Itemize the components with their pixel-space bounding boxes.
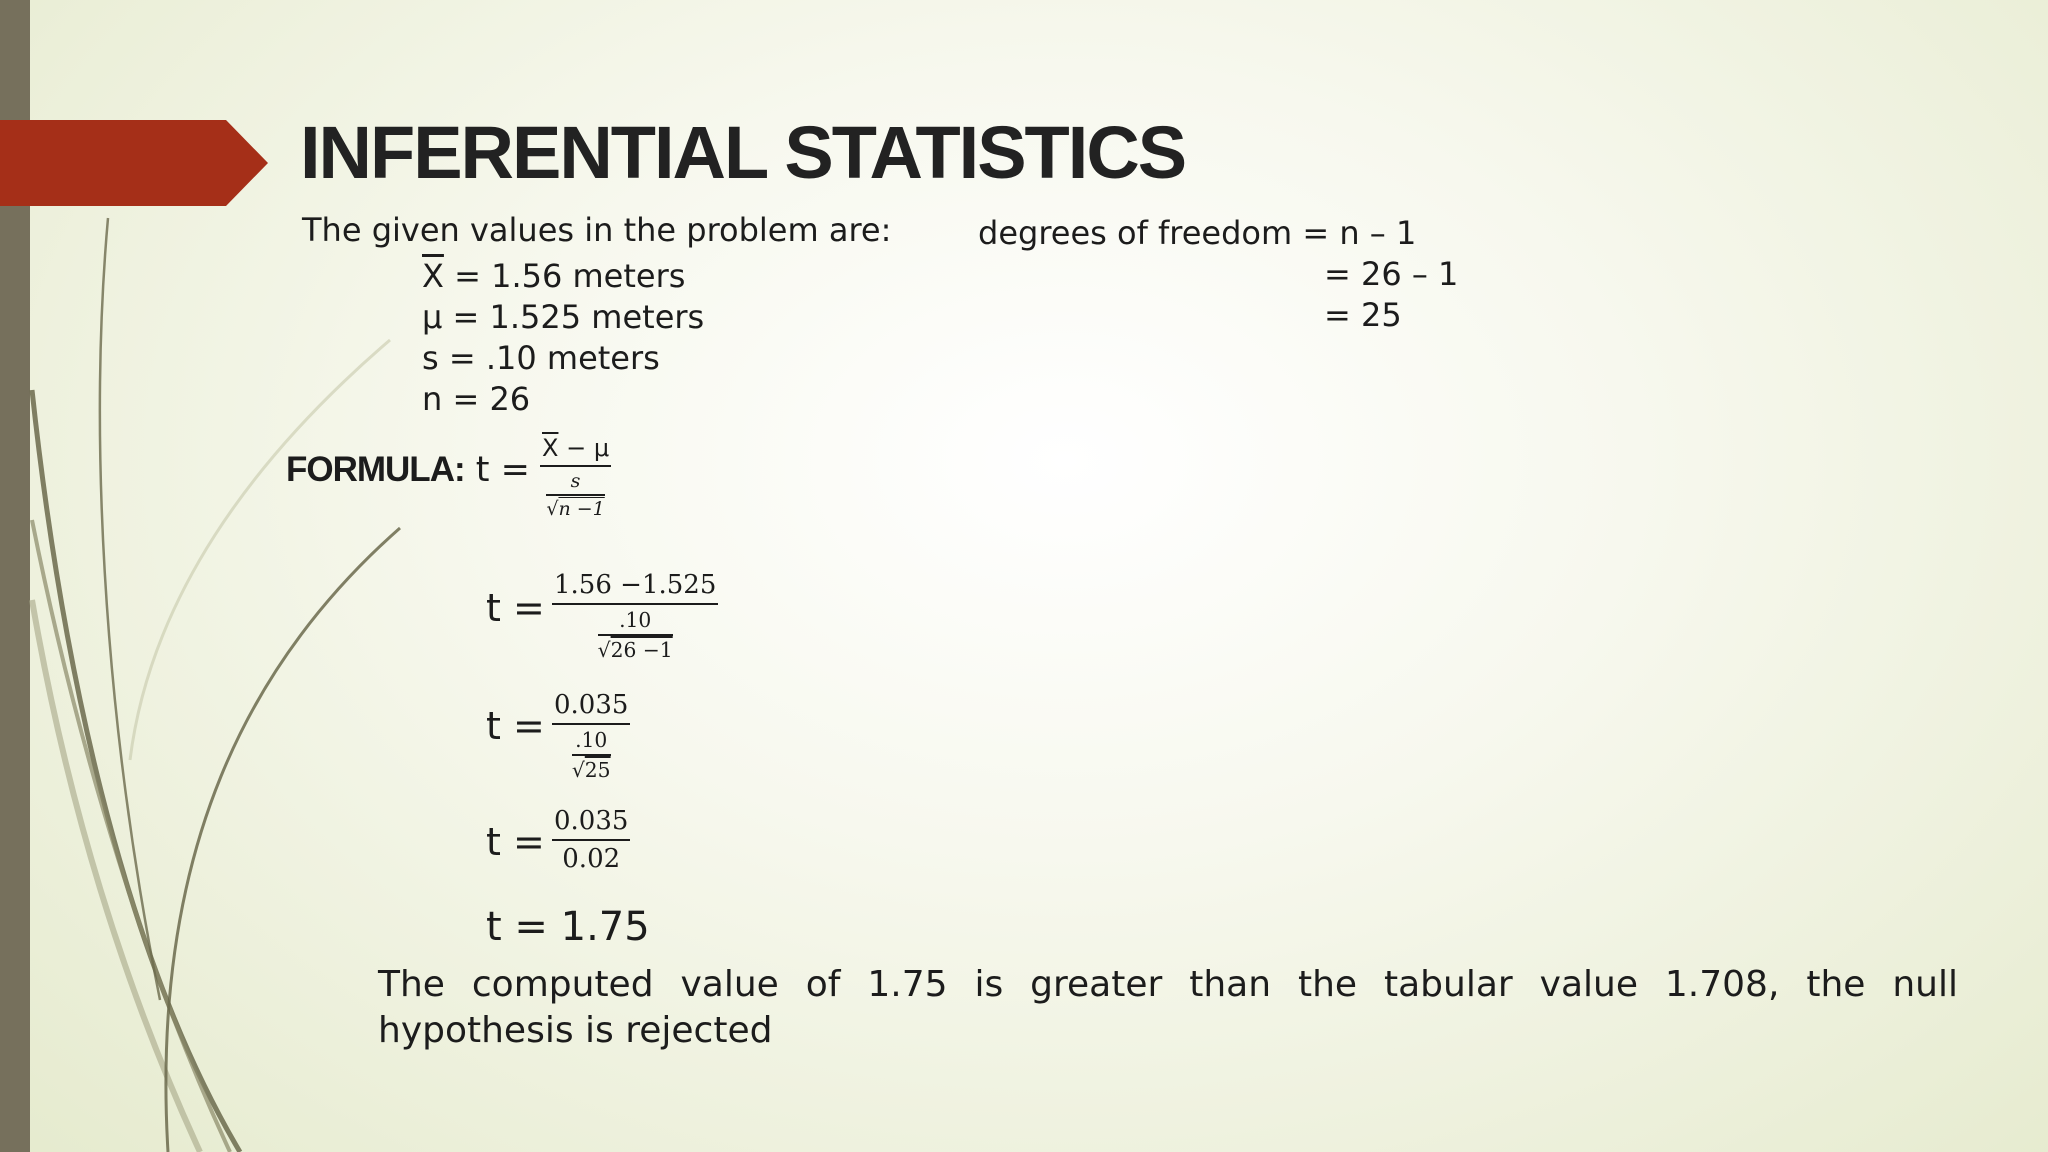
step1-denominator <box>598 605 673 662</box>
step3-numerator: 0.035 <box>554 806 629 836</box>
given-value-mean <box>422 257 686 295</box>
slide-title: INFERENTIAL STATISTICS <box>300 111 1186 194</box>
title-arrow-shape <box>0 120 268 206</box>
step1-fraction <box>552 570 718 662</box>
step2-den-top: .10 <box>575 728 608 752</box>
step3-fraction <box>552 806 630 874</box>
result-equation: t = 1.75 <box>486 904 650 950</box>
step2-fraction <box>552 690 630 782</box>
given-value-text: = 26 <box>442 380 531 418</box>
n-symbol: n <box>422 380 443 418</box>
sqrt-expression: √25 <box>571 758 611 782</box>
sqrt-expression: √n −1 <box>546 498 605 520</box>
given-value-text: = .10 meters <box>438 339 660 377</box>
formula-lhs: t = <box>475 450 530 490</box>
formula-label <box>286 450 530 490</box>
step2-lhs: t = <box>486 704 545 748</box>
given-value-mu <box>422 298 705 336</box>
degrees-of-freedom-result: = 25 <box>1324 296 1402 334</box>
formula-fraction <box>540 434 611 520</box>
degrees-of-freedom-step: = 26 – 1 <box>1324 255 1459 293</box>
given-value-text: = 1.56 meters <box>443 257 686 295</box>
sqrt-expression: √26 −1 <box>597 638 673 662</box>
radicand: n −1 <box>558 498 605 520</box>
step2-numerator: 0.035 <box>554 690 629 720</box>
step1-numerator: 1.56 −1.525 <box>554 570 717 600</box>
x-bar-symbol: $\overline{X}$ <box>422 257 444 295</box>
formula-numerator <box>540 434 611 465</box>
step1-den-top: .10 <box>619 608 652 632</box>
x-bar-symbol: $\overline{X}$ <box>542 434 559 462</box>
radicand: 25 <box>584 758 611 782</box>
fraction-bar <box>572 754 611 756</box>
given-value-n <box>422 380 531 418</box>
degrees-of-freedom-label: degrees of freedom = n – 1 <box>978 214 1417 252</box>
fraction-bar <box>546 494 604 496</box>
formula-numerator-rest: − μ <box>558 434 610 462</box>
formula-heading: FORMULA: <box>286 450 465 489</box>
mu-symbol: μ <box>422 298 443 336</box>
step2-denominator <box>572 725 611 782</box>
step3-denominator: 0.02 <box>562 844 621 874</box>
given-values-intro: The given values in the problem are: <box>302 211 892 249</box>
s-symbol: s <box>422 339 439 377</box>
step3-lhs: t = <box>486 820 545 864</box>
given-value-text: = 1.525 meters <box>442 298 705 336</box>
radicand: 26 −1 <box>610 638 673 662</box>
fraction-bar <box>598 634 673 636</box>
formula-den-top: s <box>570 470 581 492</box>
step1-lhs: t = <box>486 586 545 630</box>
given-value-s <box>422 339 660 377</box>
conclusion-text: The computed value of 1.75 is greater than the tabular value 1.708, the null hypothesis is rejected <box>378 964 1958 1051</box>
formula-denominator <box>546 467 604 520</box>
